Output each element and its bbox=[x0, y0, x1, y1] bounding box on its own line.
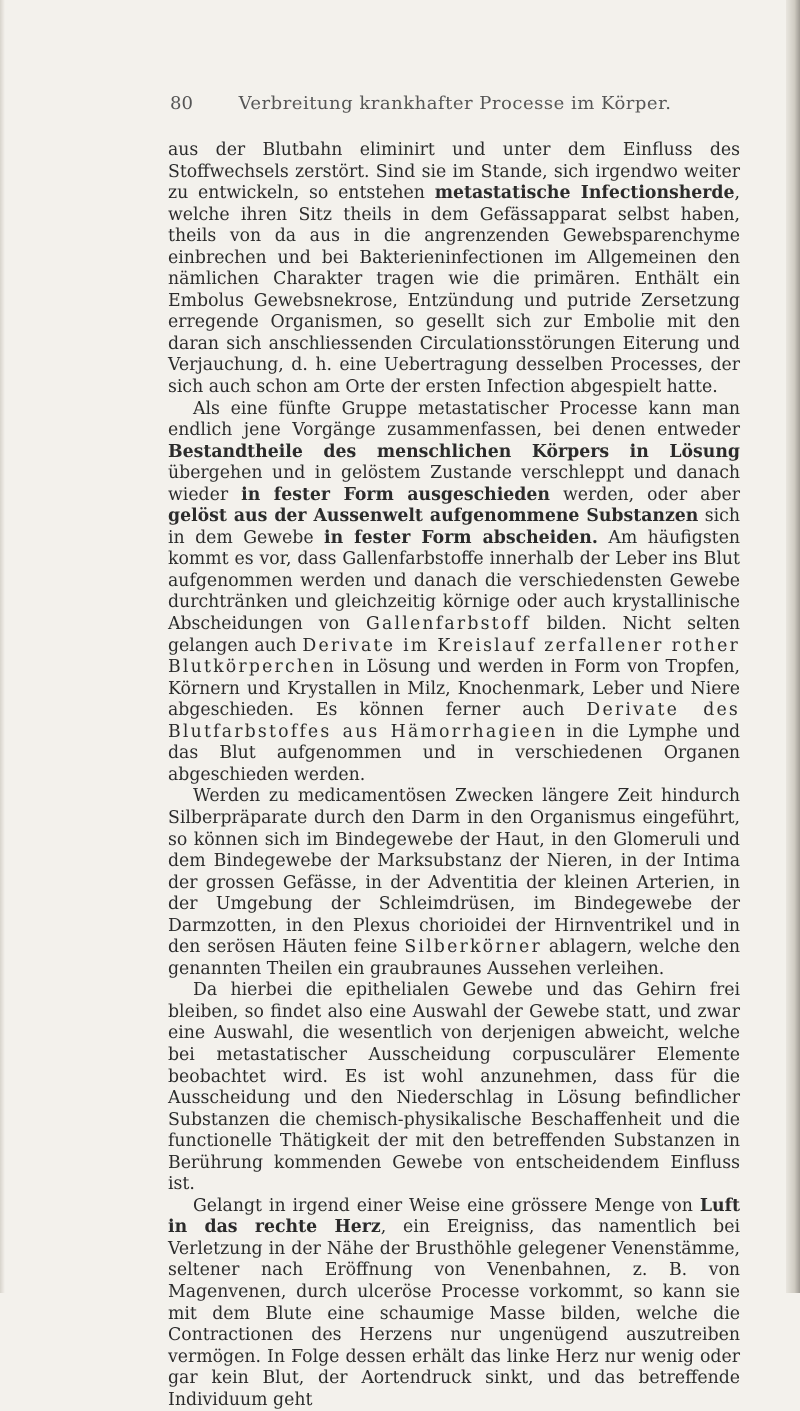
running-head: Verbreitung krankhafter Processe im Körper. bbox=[238, 93, 672, 114]
spaced-phrase: Silberkörner bbox=[404, 937, 542, 958]
text-run: Am häufigsten kommt es vor, dass Gallenfarbstoffe innerhalb der Leber ins Blut aufgenommen werden und danach die verschiedensten Gewebe durchtränken und gleichzeitig körnige oder auch krystallinische Abscheidungen von bbox=[168, 527, 740, 635]
text-run: sich in dem Gewebe bbox=[168, 506, 740, 548]
page-number: 80 bbox=[170, 93, 193, 114]
bold-phrase: Luft in das rechte Herz bbox=[168, 1195, 740, 1238]
text-run: werden, oder aber bbox=[549, 484, 741, 505]
paragraph-p2 bbox=[168, 399, 740, 787]
paragraph-p5 bbox=[168, 1196, 740, 1411]
page-header bbox=[170, 93, 740, 123]
text-run: , ein Ereigniss, das namentlich bei Verletzung in der Nähe der Brusthöhle gelegener Venenstämme, seltener nach Eröffnung von Venenbahnen, z. B. von Magenvenen, durch ulceröse Processe vorkommt, so kann sie mit dem Blute eine schaumige Masse bilden, welche die Contractionen des Herzens nur ungenügend auszutreiben vermögen. In Folge dessen erhält das linke Herz nur wenig oder gar kein Blut, der Aortendruck sinkt, und das betreffende Individuum geht bbox=[168, 1217, 740, 1410]
bold-phrase: in fester Form ausgeschieden bbox=[241, 484, 550, 505]
text-run: ablagern, welche den genannten Theilen ein graubraunes Aussehen verleihen. bbox=[168, 937, 740, 979]
text-run: in Lösung und werden in Form von Tropfen, Körnern und Krystallen in Milz, Knochenmark, Leber und Niere abgeschieden. Es können ferner auch bbox=[168, 657, 740, 721]
body-text bbox=[168, 140, 740, 1411]
text-run: übergehen und in gelöstem Zustande verschleppt und danach wieder bbox=[168, 463, 740, 505]
text-run: bilden. Nicht selten gelangen auch bbox=[168, 614, 740, 656]
paragraph-p3 bbox=[168, 786, 740, 980]
spaced-phrase: Derivate im Kreislauf zerfallener rother Blutkörperchen bbox=[168, 635, 741, 678]
text-run: Als eine fünfte Gruppe metastatischer Processe kann man endlich jene Vorgänge zusammenfassen, bei denen entweder bbox=[168, 398, 740, 441]
bold-phrase: in fester Form abscheiden. bbox=[324, 527, 598, 548]
paragraph-p1 bbox=[168, 140, 740, 399]
text-run: in die Lymphe und das Blut aufgenommen und in verschiedenen Organen abgeschieden werden. bbox=[168, 721, 741, 785]
spaced-phrase: Gallenfarbstoff bbox=[366, 614, 531, 635]
bold-phrase: metastatische Infectionsherde bbox=[434, 183, 735, 204]
spaced-phrase: Derivate des Blutfarbstoffes aus Hämorrhagieen bbox=[168, 700, 740, 742]
bold-phrase: gelöst aus der Aussenwelt aufgenommene Substanzen bbox=[168, 506, 699, 527]
text-run: , welche ihren Sitz theils in dem Gefässapparat selbst haben, theils von da aus in die angrenzenden Gewebsparenchyme einbrechen und bei Bakterieninfectionen im Allgemeinen den nämlichen Charakter tragen wie die primären. Enthält ein Embolus Gewebsnekrose, Entzündung und putride Zersetzung erregende Organismen, so gesellt sich zur Embolie mit den daran sich anschliessenden Circulationsstörungen Eiterung und Verjauchung, d. h. eine Uebertragung desselben Processes, der sich auch schon am Orte der ersten Infection abgespielt hatte. bbox=[168, 183, 740, 398]
text-run: Werden zu medicamentösen Zwecken längere Zeit hindurch Silberpräparate durch den Darm in den Organismus eingeführt, so können sich im Bindegewebe der Haut, in den Glomeruli und dem Bindegewebe der Marksubstanz der Nieren, in der Intima der grossen Gefässe, in der Adventitia der kleinen Arterien, in der Umgebung der Schleimdrüsen, im Bindegewebe der Darmzotten, in den Plexus chorioidei der Hirnventrikel und in den serösen Häuten feine bbox=[168, 786, 740, 958]
bold-phrase: Bestandtheile des menschlichen Körpers in Lösung bbox=[168, 441, 740, 462]
text-run: Da hierbei die epithelialen Gewebe und das Gehirn frei bleiben, so findet also eine Auswahl der Gewebe statt, und zwar eine Auswahl, die wesentlich von derjenigen abweicht, welche bei metastatischer Ausscheidung corpusculärer Elemente beobachtet wird. Es ist wohl anzunehmen, dass für die Ausscheidung und den Niederschlag in Lösung befindlicher Substanzen die chemisch-physikalische Beschaffenheit und die functionelle Thätigkeit der mit den betreffenden Substanzen in Berührung kommenden Gewebe von entscheidendem Einfluss ist. bbox=[168, 980, 740, 1195]
page-left-edge bbox=[0, 0, 5, 1293]
text-run: Gelangt in irgend einer Weise eine grössere Menge von bbox=[193, 1195, 700, 1216]
page-right-edge bbox=[786, 0, 800, 1293]
paragraph-p4 bbox=[168, 980, 740, 1195]
text-run: aus der Blutbahn eliminirt und unter dem Einfluss des Stoffwechsels zerstört. Sind sie im Stande, sich irgendwo weiter zu entwickeln, so entstehen bbox=[168, 140, 740, 204]
